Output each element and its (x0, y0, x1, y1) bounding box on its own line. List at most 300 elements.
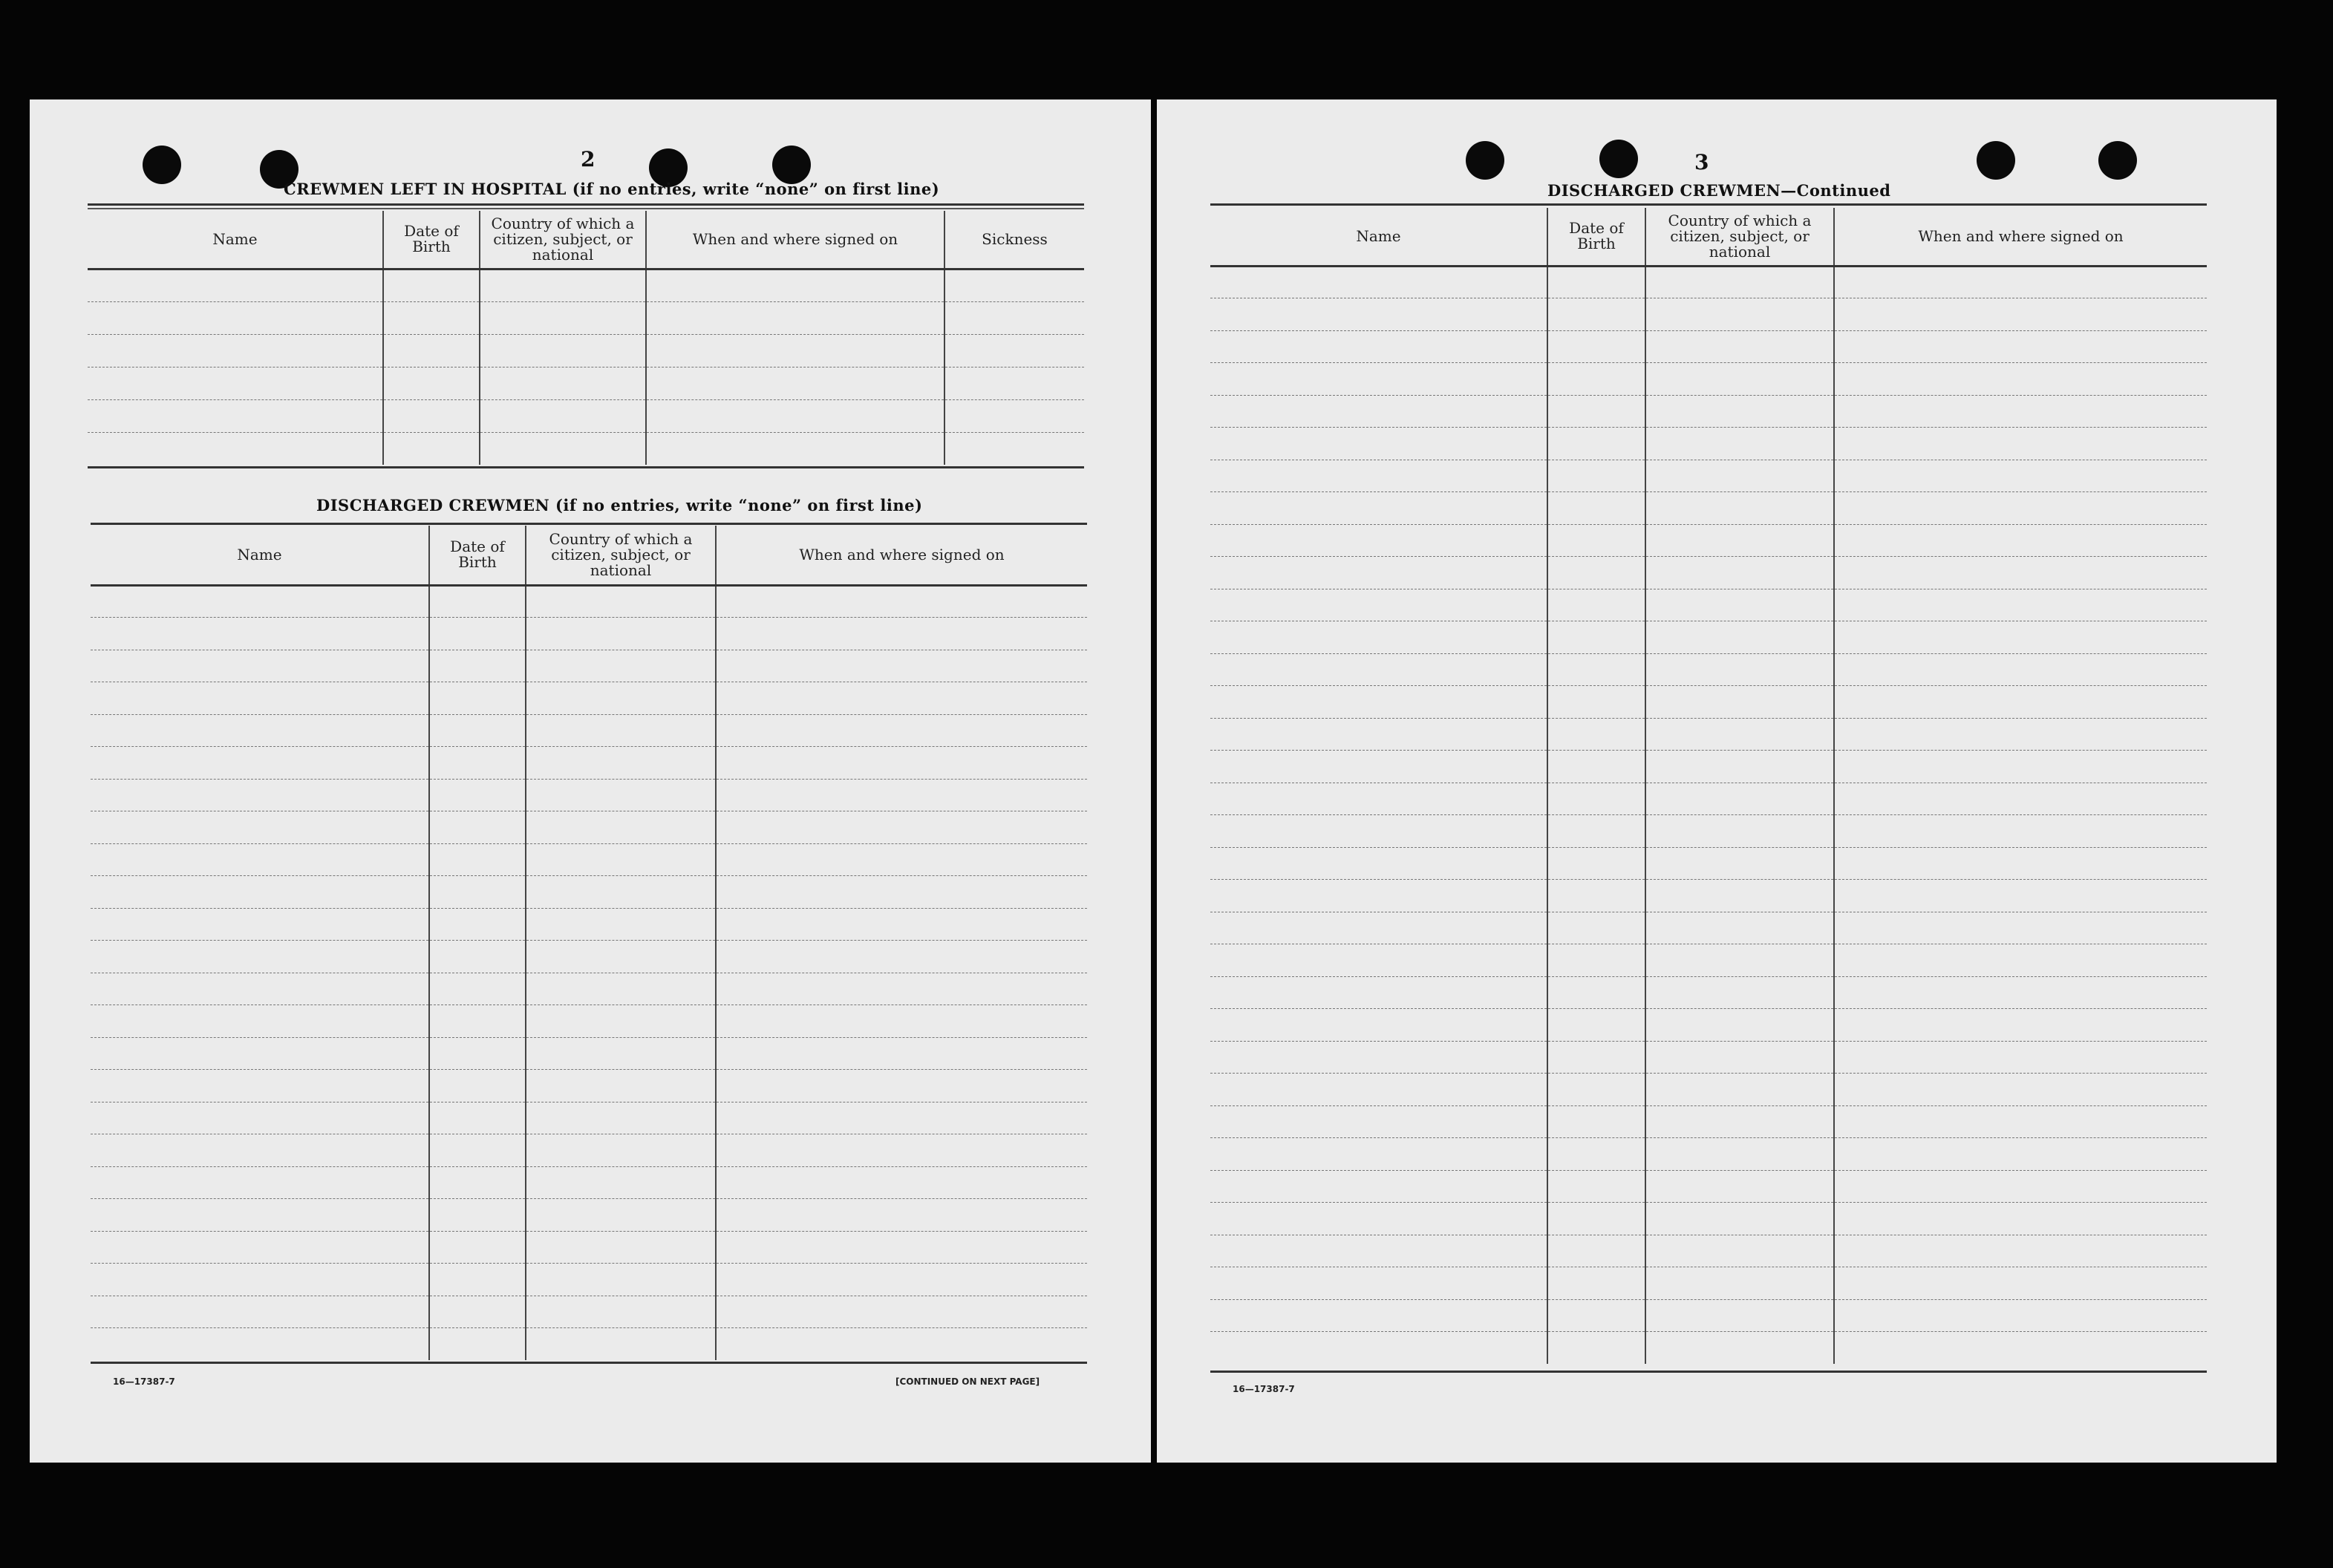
table-cell (1834, 1009, 2207, 1042)
table-row (91, 1199, 1087, 1232)
table-cell (1645, 1299, 1834, 1332)
table-cell (91, 1264, 429, 1296)
table-cell (91, 747, 429, 780)
table-row (91, 1037, 1087, 1070)
table-cell (429, 747, 526, 780)
table-cell (1834, 557, 2207, 589)
table-row (1210, 718, 2207, 751)
table-cell (526, 618, 716, 650)
table-cell (716, 1134, 1087, 1167)
table-cell (1210, 363, 1547, 396)
table-row (1210, 751, 2207, 783)
table-cell (1547, 847, 1645, 880)
table-cell (1547, 1074, 1645, 1106)
table-cell (429, 1231, 526, 1264)
table-cell (429, 585, 526, 618)
discharged-title-text: DISCHARGED CREWMEN (316, 496, 550, 514)
table-cell (1210, 1332, 1547, 1365)
table-row (1210, 1267, 2207, 1300)
table-cell (429, 1328, 526, 1361)
binder-hole (1977, 141, 2015, 180)
table-row (1210, 330, 2207, 363)
table-cell (526, 1102, 716, 1134)
table-cell (429, 1264, 526, 1296)
table-cell (1210, 880, 1547, 912)
table-cell (1547, 751, 1645, 783)
table-cell (429, 941, 526, 973)
column-header-country: Country of which a citizen, subject, or national (480, 211, 646, 269)
table-cell (1834, 653, 2207, 686)
table-cell (1645, 428, 1834, 460)
table-row (91, 1166, 1087, 1199)
table-cell (716, 779, 1087, 811)
table-row (1210, 1203, 2207, 1235)
table-row (91, 1328, 1087, 1361)
table-cell (526, 811, 716, 844)
table-cell (716, 876, 1087, 909)
hospital-table-rule (88, 203, 1084, 206)
hospital-instruction: (if no entries, write “none” on first line) (572, 180, 940, 198)
table-row (1210, 621, 2207, 654)
table-cell (1547, 1299, 1645, 1332)
table-cell (1834, 1105, 2207, 1138)
table-cell (526, 973, 716, 1005)
table-cell (1210, 976, 1547, 1009)
table-cell (1547, 557, 1645, 589)
table-row (1210, 460, 2207, 492)
table-cell (1547, 1235, 1645, 1267)
table-cell (429, 908, 526, 941)
table-row (1210, 976, 2207, 1009)
table-cell (1210, 1105, 1547, 1138)
table-cell (429, 843, 526, 876)
table-cell (1210, 1299, 1547, 1332)
table-cell (526, 1134, 716, 1167)
table-row (88, 367, 1084, 399)
table-row (1210, 912, 2207, 944)
column-header-name: Name (1210, 208, 1547, 266)
table-cell (716, 1231, 1087, 1264)
table-cell (1834, 783, 2207, 815)
table-cell (1210, 428, 1547, 460)
table-cell (1547, 621, 1645, 654)
table-cell (429, 1166, 526, 1199)
table-cell (1834, 1170, 2207, 1203)
table-row (91, 1264, 1087, 1296)
table-cell (1547, 718, 1645, 751)
hospital-title-text: CREWMEN LEFT IN HOSPITAL (284, 180, 567, 198)
table-cell (1645, 718, 1834, 751)
table-cell (1547, 976, 1645, 1009)
table-cell (1210, 686, 1547, 719)
binder-hole (1466, 141, 1504, 180)
table-cell (1834, 363, 2207, 396)
table-cell (1547, 395, 1645, 428)
table-cell (1210, 1074, 1547, 1106)
table-cell (716, 1037, 1087, 1070)
table-cell (1210, 395, 1547, 428)
table-row (91, 747, 1087, 780)
table-cell (1645, 1170, 1834, 1203)
table-row (88, 301, 1084, 334)
table-cell (91, 1296, 429, 1328)
table-cell (1645, 1009, 1834, 1042)
table-cell (1210, 524, 1547, 557)
table-cell (1834, 976, 2207, 1009)
continued-table-rule (1210, 203, 2207, 206)
discharged-continued-table (1210, 208, 2207, 1364)
table-cell (429, 714, 526, 747)
table-cell (526, 876, 716, 909)
table-cell (91, 1328, 429, 1361)
table-cell (1834, 460, 2207, 492)
table-cell (526, 650, 716, 682)
table-cell (1210, 653, 1547, 686)
table-cell (429, 811, 526, 844)
table-cell (429, 650, 526, 682)
column-header-name: Name (91, 526, 429, 585)
table-cell (1645, 589, 1834, 621)
table-cell (716, 941, 1087, 973)
table-cell (91, 1102, 429, 1134)
table-cell (1210, 589, 1547, 621)
table-cell (91, 973, 429, 1005)
table-cell (91, 1005, 429, 1038)
table-cell (1834, 492, 2207, 525)
discharged-continued-title: DISCHARGED CREWMEN—Continued (1547, 181, 1891, 200)
table-row (91, 1296, 1087, 1328)
table-cell (1834, 686, 2207, 719)
table-cell (1547, 330, 1645, 363)
table-cell (526, 843, 716, 876)
table-cell (91, 618, 429, 650)
table-row (91, 1231, 1087, 1264)
table-row (1210, 589, 2207, 621)
binder-hole (143, 146, 181, 184)
table-row (1210, 1074, 2207, 1106)
table-row (91, 843, 1087, 876)
table-cell (1210, 912, 1547, 944)
table-cell (91, 843, 429, 876)
table-cell (91, 714, 429, 747)
table-cell (526, 1231, 716, 1264)
table-cell (1834, 944, 2207, 977)
hospital-table (88, 211, 1084, 465)
table-cell (716, 714, 1087, 747)
table-cell (1547, 363, 1645, 396)
table-cell (1834, 1203, 2207, 1235)
table-cell (429, 1296, 526, 1328)
table-row (1210, 653, 2207, 686)
table-cell (716, 747, 1087, 780)
table-row (91, 618, 1087, 650)
table-cell (1547, 815, 1645, 848)
table-cell (91, 1199, 429, 1232)
table-cell (1210, 1170, 1547, 1203)
table-cell (1547, 589, 1645, 621)
table-row (91, 908, 1087, 941)
table-row (1210, 847, 2207, 880)
table-row (1210, 1332, 2207, 1365)
table-row (91, 714, 1087, 747)
table-cell (1645, 1105, 1834, 1138)
table-cell (1645, 266, 1834, 298)
table-cell (91, 876, 429, 909)
table-cell (1834, 298, 2207, 331)
table-cell (1834, 751, 2207, 783)
table-cell (716, 682, 1087, 715)
table-cell (429, 973, 526, 1005)
table-cell (1210, 1267, 1547, 1300)
table-cell (1210, 266, 1547, 298)
table-cell (1645, 1203, 1834, 1235)
table-cell (1210, 783, 1547, 815)
table-cell (1210, 944, 1547, 977)
table-cell (716, 1296, 1087, 1328)
table-cell (1547, 298, 1645, 331)
table-cell (1547, 460, 1645, 492)
column-header-date-of-birth: Date of Birth (383, 211, 480, 269)
table-cell (1547, 266, 1645, 298)
table-cell (1645, 944, 1834, 977)
table-cell (1645, 363, 1834, 396)
table-cell (716, 1005, 1087, 1038)
table-row (1210, 492, 2207, 525)
table-cell (526, 1166, 716, 1199)
table-row (1210, 524, 2207, 557)
table-cell (1210, 1235, 1547, 1267)
table-cell (1645, 686, 1834, 719)
column-header-signed-on: When and where signed on (716, 526, 1087, 585)
table-cell (716, 973, 1087, 1005)
discharged-instruction: (if no entries, write “none” on first line) (555, 496, 923, 514)
table-cell (526, 682, 716, 715)
table-row (1210, 1170, 2207, 1203)
discharged-table (91, 526, 1087, 1360)
table-cell (1645, 783, 1834, 815)
table-cell (429, 1005, 526, 1038)
table-row (88, 269, 1084, 301)
table-cell (1547, 1267, 1645, 1300)
table-cell (1645, 1267, 1834, 1300)
table-cell (1645, 976, 1834, 1009)
hospital-section-title (284, 180, 939, 198)
table-cell (429, 618, 526, 650)
table-cell (1645, 298, 1834, 331)
table-cell (1834, 330, 2207, 363)
table-row (91, 876, 1087, 909)
discharged-table-bottom-rule (91, 1362, 1087, 1364)
table-cell (91, 1134, 429, 1167)
table-cell (716, 1199, 1087, 1232)
table-cell (1645, 847, 1834, 880)
table-cell (526, 1296, 716, 1328)
table-cell (1547, 1170, 1645, 1203)
column-header-signed-on: When and where signed on (1834, 208, 2207, 266)
table-row (1210, 1105, 2207, 1138)
table-cell (1645, 557, 1834, 589)
page-number: 3 (1694, 150, 1709, 174)
table-cell (91, 1231, 429, 1264)
column-header-date-of-birth: Date of Birth (429, 526, 526, 585)
table-cell (91, 941, 429, 973)
table-cell (526, 1037, 716, 1070)
table-row (91, 1070, 1087, 1102)
table-cell (716, 1102, 1087, 1134)
table-cell (1210, 621, 1547, 654)
table-row (91, 1005, 1087, 1038)
table-cell (1547, 1041, 1645, 1074)
table-cell (1547, 1332, 1645, 1365)
table-row (1210, 428, 2207, 460)
table-row (91, 650, 1087, 682)
table-cell (1210, 718, 1547, 751)
table-row (1210, 1235, 2207, 1267)
table-cell (1645, 912, 1834, 944)
table-cell (526, 1328, 716, 1361)
binder-hole (772, 146, 811, 184)
table-cell (1210, 460, 1547, 492)
left-page (30, 99, 1151, 1463)
table-cell (716, 908, 1087, 941)
table-cell (1645, 1235, 1834, 1267)
table-cell (716, 1328, 1087, 1361)
table-cell (429, 779, 526, 811)
table-cell (526, 714, 716, 747)
table-cell (1210, 847, 1547, 880)
table-cell (1834, 815, 2207, 848)
table-cell (1834, 395, 2207, 428)
table-row (1210, 783, 2207, 815)
table-cell (1210, 492, 1547, 525)
form-number: 16—17387-7 (1233, 1384, 1295, 1394)
table-cell (91, 811, 429, 844)
table-cell (526, 941, 716, 973)
table-cell (1645, 330, 1834, 363)
table-row (91, 973, 1087, 1005)
table-row (91, 585, 1087, 618)
table-cell (1645, 621, 1834, 654)
table-row (1210, 880, 2207, 912)
table-row (1210, 266, 2207, 298)
table-cell (1645, 1074, 1834, 1106)
table-row (1210, 363, 2207, 396)
table-row (91, 682, 1087, 715)
table-cell (716, 618, 1087, 650)
hospital-table-bottom-rule (88, 466, 1084, 468)
table-cell (716, 1070, 1087, 1102)
column-header-date-of-birth: Date of Birth (1547, 208, 1645, 266)
table-cell (1210, 751, 1547, 783)
table-cell (1645, 1332, 1834, 1365)
table-cell (1645, 492, 1834, 525)
table-cell (526, 779, 716, 811)
table-cell (526, 1264, 716, 1296)
table-cell (1547, 1203, 1645, 1235)
hospital-table-rule (88, 208, 1084, 209)
table-row (1210, 557, 2207, 589)
table-cell (1210, 330, 1547, 363)
discharged-table-rule (91, 523, 1087, 525)
table-cell (1834, 1332, 2207, 1365)
table-cell (1834, 621, 2207, 654)
table-cell (1645, 395, 1834, 428)
table-cell (716, 1264, 1087, 1296)
table-cell (1547, 686, 1645, 719)
binder-hole (2098, 141, 2137, 180)
table-cell (526, 1005, 716, 1038)
table-cell (1834, 847, 2207, 880)
table-cell (1645, 1041, 1834, 1074)
table-row (1210, 1009, 2207, 1042)
column-header-sickness: Sickness (944, 211, 1084, 269)
table-row (1210, 686, 2207, 719)
table-cell (1645, 460, 1834, 492)
table-cell (91, 682, 429, 715)
table-cell (1547, 653, 1645, 686)
column-header-signed-on: When and where signed on (646, 211, 944, 269)
table-cell (1547, 1105, 1645, 1138)
table-row (91, 1134, 1087, 1167)
table-cell (1645, 815, 1834, 848)
table-cell (1645, 751, 1834, 783)
table-cell (526, 908, 716, 941)
column-header-country: Country of which a citizen, subject, or national (1645, 208, 1834, 266)
table-cell (91, 585, 429, 618)
table-cell (1547, 880, 1645, 912)
table-cell (91, 1037, 429, 1070)
table-cell (1210, 1138, 1547, 1171)
table-cell (1834, 1074, 2207, 1106)
table-cell (716, 843, 1087, 876)
form-number: 16—17387-7 (113, 1376, 175, 1387)
table-cell (91, 779, 429, 811)
table-row (88, 334, 1084, 367)
table-cell (429, 682, 526, 715)
continued-table-bottom-rule (1210, 1371, 2207, 1373)
table-cell (429, 1102, 526, 1134)
table-cell (1547, 783, 1645, 815)
table-cell (1834, 718, 2207, 751)
table-cell (91, 650, 429, 682)
table-cell (91, 908, 429, 941)
table-cell (1547, 944, 1645, 977)
table-row (1210, 815, 2207, 848)
table-cell (1547, 1009, 1645, 1042)
table-cell (1645, 653, 1834, 686)
table-cell (526, 1070, 716, 1102)
table-cell (1834, 1041, 2207, 1074)
page-number: 2 (581, 147, 596, 172)
table-cell (1645, 880, 1834, 912)
table-cell (91, 1070, 429, 1102)
discharged-section-title (316, 496, 922, 514)
table-cell (429, 876, 526, 909)
table-cell (1645, 1138, 1834, 1171)
right-page (1157, 99, 2277, 1463)
table-cell (1210, 557, 1547, 589)
table-cell (1210, 1041, 1547, 1074)
table-row (91, 811, 1087, 844)
table-row (1210, 395, 2207, 428)
table-cell (1834, 524, 2207, 557)
table-row (91, 941, 1087, 973)
table-cell (91, 1166, 429, 1199)
table-cell (526, 585, 716, 618)
table-cell (1834, 589, 2207, 621)
table-cell (1547, 492, 1645, 525)
table-cell (429, 1070, 526, 1102)
